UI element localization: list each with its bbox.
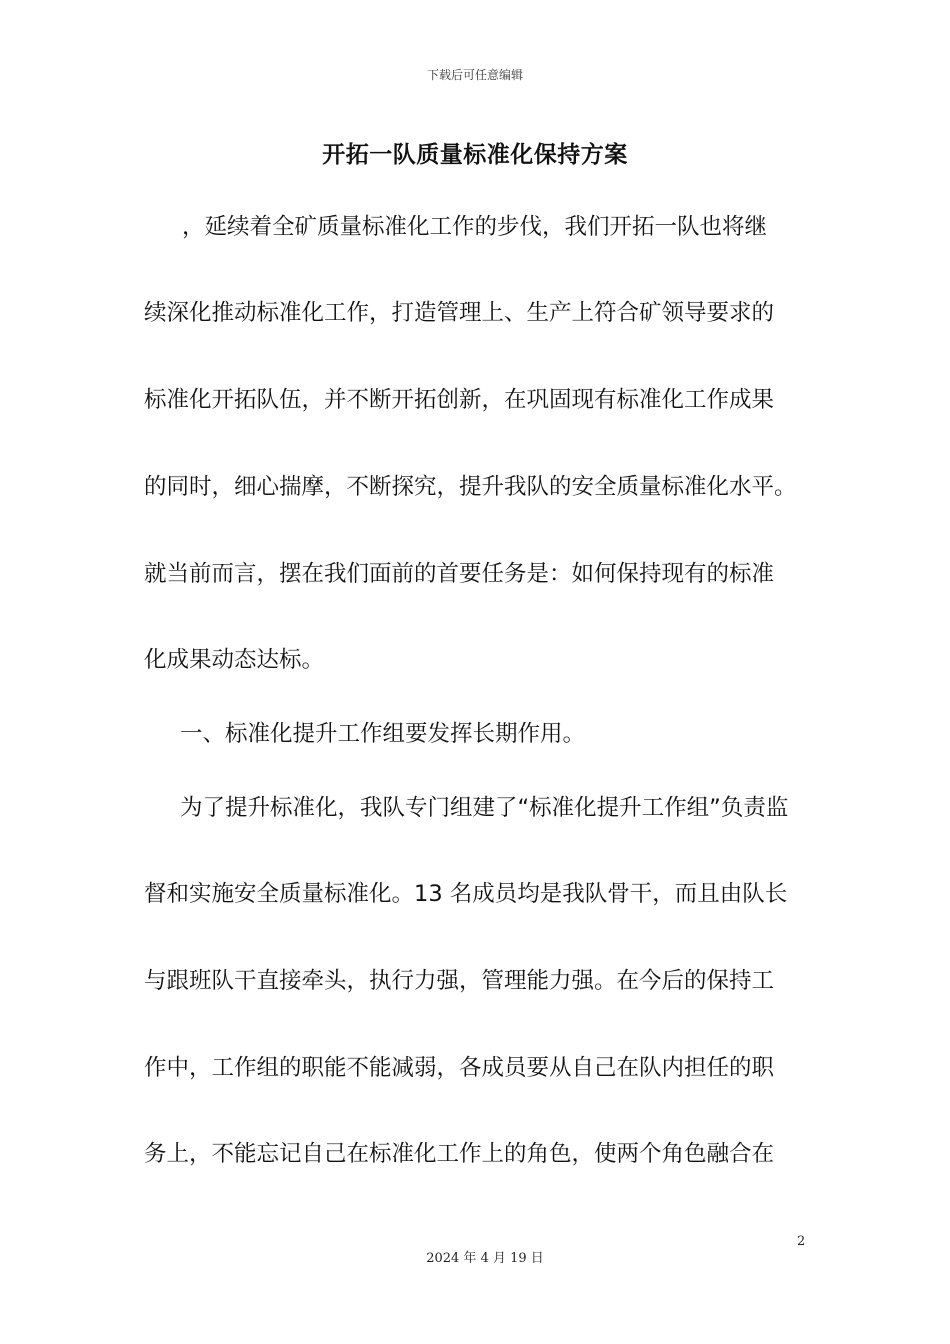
body-line: 与跟班队干直接牵头，执行力强，管理能力强。在今后的保持工 <box>144 968 775 994</box>
body-line: 作中，工作组的职能不能减弱，各成员要从自己在队内担任的职 <box>144 1055 775 1081</box>
body-line: 的同时，细心揣摩，不断探究，提升我队的安全质量标准化水平。 <box>144 474 797 500</box>
body-line: 为了提升标准化，我队专门组建了“标准化提升工作组”负责监 <box>180 795 789 821</box>
section-heading: 一、标准化提升工作组要发挥长期作用。 <box>180 721 586 747</box>
body-line: 续深化推动标准化工作，打造管理上、生产上符合矿领导要求的 <box>144 300 775 326</box>
footer-date: 2024 年 4 月 19 日 <box>426 1251 544 1266</box>
body-line: ，延续着全矿质量标准化工作的步伐，我们开拓一队也将继 <box>182 214 768 240</box>
document-title: 开拓一队质量标准化保持方案 <box>322 142 628 168</box>
page-number: 2 <box>797 1234 806 1249</box>
body-line: 化成果动态达标。 <box>144 647 325 673</box>
body-line: 督和实施安全质量标准化。13 名成员均是我队骨干，而且由队长 <box>144 881 788 907</box>
header-note: 下载后可任意编辑 <box>426 68 523 82</box>
body-line: 务上，不能忘记自己在标准化工作上的角色，使两个角色融合在 <box>144 1141 775 1167</box>
body-line: 就当前而言，摆在我们面前的首要任务是：如何保持现有的标准 <box>144 561 775 587</box>
body-line: 标准化开拓队伍，并不断开拓创新，在巩固现有标准化工作成果 <box>144 387 775 413</box>
